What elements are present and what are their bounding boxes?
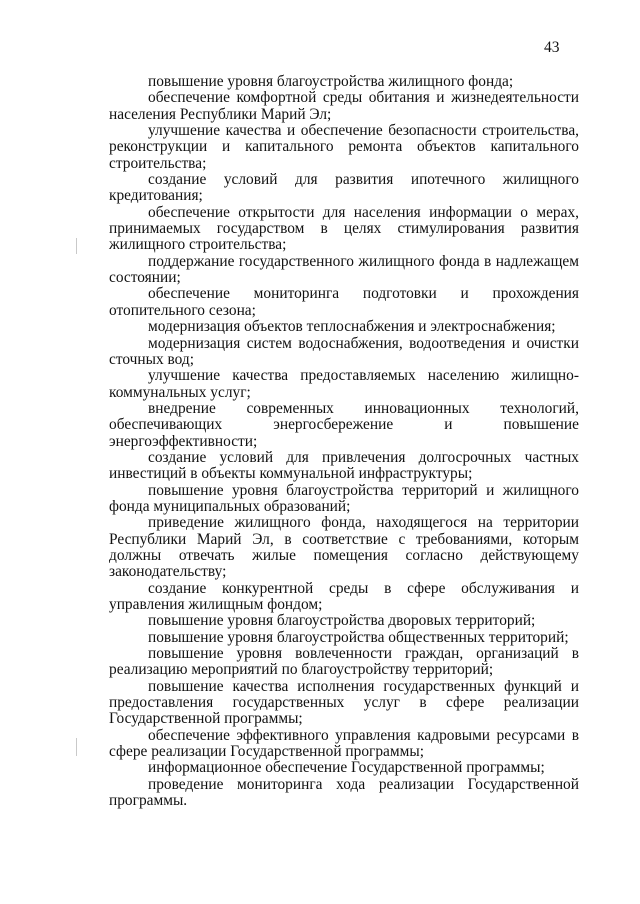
- list-item: обеспечение мониторинга подготовки и прохождения отопительного сезона;: [109, 285, 579, 319]
- list-item: модернизация объектов теплоснабжения и электроснабжения;: [148, 318, 556, 336]
- scan-margin-mark: [76, 738, 77, 756]
- list-item: повышение уровня вовлеченности граждан, организаций в реализацию мероприятий по благоустройству территорий;: [109, 645, 579, 679]
- list-item: улучшение качества и обеспечение безопасности строительства, реконструкции и капитального ремонта объектов капитального строительства;: [109, 122, 579, 172]
- list-item: повышение уровня благоустройства общественных территорий;: [148, 628, 569, 646]
- list-item: поддержание государственного жилищного фонда в надлежащем состоянии;: [109, 252, 579, 287]
- list-item: повышение уровня благоустройства дворовых территорий;: [148, 612, 536, 630]
- list-item: создание конкурентной среды в сфере обслуживания и управления жилищным фондом;: [109, 579, 579, 613]
- list-item: обеспечение эффективного управления кадровыми ресурсами в сфере реализации Государственной программы;: [109, 726, 579, 761]
- list-item: модернизация систем водоснабжения, водоотведения и очистки сточных вод;: [109, 334, 579, 368]
- list-item: проведение мониторинга хода реализации Государственной программы.: [109, 775, 579, 810]
- list-item: повышение качества исполнения государственных функций и предоставления государственных услуг в сфере реализации Государственной программы;: [109, 677, 579, 728]
- list-item: информационное обеспечение Государственной программы;: [148, 759, 545, 777]
- list-item: улучшение качества предоставляемых населению жилищно-коммунальных услуг;: [109, 367, 579, 401]
- list-item: обеспечение комфортной среды обитания и жизнедеятельности населения Республики Марий Эл;: [109, 89, 579, 123]
- scan-margin-mark: [76, 238, 77, 254]
- list-item: внедрение современных инновационных технологий, обеспечивающих энергосбережение и повышение энергоэффективности;: [109, 399, 579, 450]
- list-item: создание условий для развития ипотечного жилищного кредитования;: [109, 171, 579, 205]
- list-item: приведение жилищного фонда, находящегося на территории Республики Марий Эл, в соответствие с требованиями, которым должны отвечать жилые помещения согласно действующему законодательству;: [109, 514, 579, 581]
- list-item: создание условий для привлечения долгосрочных частных инвестиций в объекты коммунальной инфраструктуры;: [109, 448, 579, 483]
- page-number: 43: [544, 39, 560, 56]
- document-body: [109, 74, 579, 809]
- list-item: повышение уровня благоустройства жилищного фонда;: [148, 73, 514, 90]
- list-item: повышение уровня благоустройства территорий и жилищного фонда муниципальных образований;: [109, 481, 579, 515]
- list-item: обеспечение открытости для населения информации о мерах, принимаемых государством в целях стимулирования развития жилищного строительства;: [109, 203, 579, 254]
